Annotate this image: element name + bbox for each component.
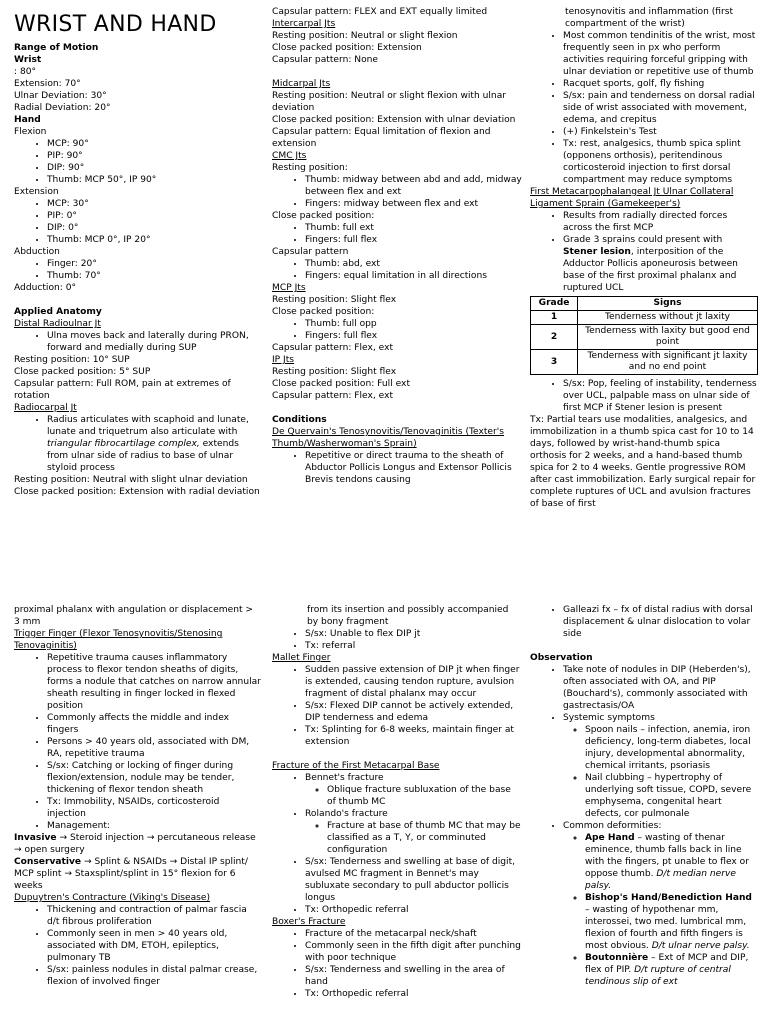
deformities-sub <box>563 832 758 988</box>
table-header: Signs <box>578 297 758 311</box>
list-item: • S/sx: Tenderness and swelling at base of digit, avulsed MC fragment in Bennet's may subluxate secondary to pull abductor pollicis longus <box>305 856 522 904</box>
list-item <box>47 414 261 474</box>
invasive-label: Invasive <box>14 833 57 843</box>
ip-line: Capsular pattern: Flex, ext <box>272 391 394 401</box>
list-item: • S/sx: Unable to flex DIP jt <box>305 628 522 640</box>
ip-line: Resting position: Slight flex <box>272 367 397 377</box>
list-item: ◦ Nail clubbing – hypertrophy of underlying soft tissue, COPD, severe emphysema, congenital heart defects, cor pulmonale <box>585 772 758 820</box>
bennett-sub <box>305 784 522 808</box>
ic-line: Close packed position: Extension <box>272 43 422 53</box>
list-item: ◦ Spoon nails – infection, anemia, iron deficiency, long-term diabetes, local injury, developmental abnormality, chemical irritants, psoriasis <box>585 724 758 772</box>
rc-line: Resting position: Neutral with slight ulnar deviation <box>14 475 248 485</box>
list-item: • Tx: Orthopedic referral <box>305 988 522 1000</box>
ucl-text-end: , interposition of the Adductor Pollicis aponeurosis between base of the first proximal phalanx and ruptured UCL <box>563 247 738 293</box>
list-item: • Sudden passive extension of DIP jt when finger is extended, causing tendon rupture, avulsion fragment of distal phalanx may occur <box>305 664 522 700</box>
list-item: • Tx: referral <box>305 640 522 652</box>
hand-label: Hand <box>14 115 41 125</box>
list-item: • Galleazi fx – fx of distal radius with dorsal displacement & ulnar dislocation to volar side <box>563 604 758 640</box>
flexion-label: Flexion <box>14 127 47 137</box>
ic-line: Capsular pattern: None <box>272 55 379 65</box>
bf-list <box>272 928 522 1000</box>
mf-title: Mallet Finger <box>272 653 331 663</box>
column-top-left <box>14 6 261 578</box>
bishop-hand: Bishop's Hand/Benediction Hand <box>585 893 752 903</box>
ic-title: Intercarpal Jts <box>272 19 336 29</box>
dq-text: Repetitive or direct trauma to the sheath of <box>305 451 504 461</box>
list-item: • PIP: 0° <box>47 210 261 222</box>
systemic-sub <box>563 724 758 820</box>
extension-list <box>14 198 261 246</box>
list-item: • S/sx: pain and tenderness on dorsal radial side of wrist associated with movement, edema, and crepitus <box>563 90 758 126</box>
wrist-rom-line: Extension: 70° <box>14 79 81 89</box>
stener-lesion: Stener lesion <box>563 247 631 257</box>
list-item <box>585 952 758 988</box>
table-header: Grade <box>531 297 578 311</box>
cmc-close: Close packed position: <box>272 211 375 221</box>
bennett-label: Bennet's fracture <box>305 773 384 783</box>
boutonniere: Boutonnière <box>585 953 649 963</box>
list-item: • Thumb: full ext <box>305 222 522 234</box>
wrist-rom-line: : 80° <box>14 67 37 77</box>
rom-heading: Range of Motion <box>14 43 99 53</box>
dq-cont: Abductor Pollicis Longus and Extensor Pollicis Brevis tendons causing <box>305 463 512 485</box>
column-bottom-left <box>14 604 261 1024</box>
list-item: • Commonly affects the middle and index fingers <box>47 712 261 736</box>
list-item: • Tx: Orthopedic referral <box>305 904 522 916</box>
list-item: • Thumb: full opp <box>305 318 522 330</box>
list-item <box>563 820 758 988</box>
ape-hand: Ape Hand <box>585 833 635 843</box>
bishop-cause: D/t ulnar nerve palsy. <box>651 941 750 951</box>
drj-line: Close packed position: 5° SUP <box>14 367 151 377</box>
bout-cause: D/t rupture of central tendinous slip of ext <box>585 965 731 987</box>
list-item: • Commonly seen in the fifth digit after punching with poor technique <box>305 940 522 964</box>
ucl-cont: proximal phalanx with angulation or displacement > 3 mm <box>14 605 254 627</box>
list-item: • Thumb: abd, ext <box>305 258 522 270</box>
cont-list <box>272 628 522 652</box>
extension-label: Extension <box>14 187 59 197</box>
conservative-label: Conservative <box>14 857 82 867</box>
mcp-close-list <box>272 318 522 342</box>
dq-list <box>272 450 522 462</box>
list-item: • DIP: 90° <box>47 162 261 174</box>
bout-text: – Ext of MCP and DIP, flex of PIP. <box>585 953 749 975</box>
list-item: • Tx: rest, analgesics, thumb spica splint (opponens orthosis), peritendinous corticosteroid injection to first dorsal compartment may reduce symptoms <box>563 138 758 186</box>
list-item: • Management: <box>47 820 261 832</box>
ucl-text: Grade 3 sprains could present with <box>563 235 723 245</box>
list-item <box>585 832 758 892</box>
table-row <box>531 311 758 325</box>
list-item: • S/sx: Tenderness and swelling in the area of hand <box>305 964 522 988</box>
cmc-cap: Capsular pattern <box>272 247 349 257</box>
rolando-label: Rolando's fracture <box>305 809 388 819</box>
list-item: • Racquet sports, golf, fly fishing <box>563 78 758 90</box>
abduction-list <box>14 258 261 282</box>
bf-title: Boxer's Fracture <box>272 917 346 927</box>
list-item: • (+) Finkelstein's Test <box>563 126 758 138</box>
list-item: • Tx: Immobility, NSAIDs, corticosteroid injection <box>47 796 261 820</box>
deformities-label: Common deformities: <box>563 821 662 831</box>
galeazzi-list <box>530 604 758 640</box>
list-item <box>305 450 522 462</box>
list-item <box>585 892 758 952</box>
tf-title: Trigger Finger (Flexor Tenosynovitis/Stenosing Tenovaginitis) <box>14 629 223 651</box>
column-top-right <box>530 6 758 578</box>
list-item: • Ulna moves back and laterally during PRON, forward and medially during SUP <box>47 330 261 354</box>
mc-title: Midcarpal Jts <box>272 79 331 89</box>
rc-title: Radiocarpal Jt <box>14 403 77 413</box>
rolando-sub <box>305 820 522 856</box>
list-item: • Thumb: midway between abd and add, midway between flex and ext <box>305 174 522 198</box>
ip-title: IP Jts <box>272 355 295 365</box>
wrist-rom-line: Radial Deviation: 20° <box>14 103 111 113</box>
column-bottom-right <box>530 604 758 1024</box>
ucl-title: First Metacarpophalangeal Jt Ulnar Collateral Ligament Sprain (Gamekeeper's) <box>530 187 734 209</box>
conservative-line <box>14 856 261 892</box>
column-bottom-middle <box>272 604 522 1024</box>
list-item: • Persons > 40 years old, associated with DM, RA, repetitive trauma <box>47 736 261 760</box>
drj-line: Capsular pattern: Full ROM, pain at extremes of rotation <box>14 379 231 401</box>
cont-text: from its insertion and possibly accompanied by bony fragment <box>307 605 509 627</box>
mc-line: Close packed position: Extension with ulnar deviation <box>272 115 516 125</box>
ic-line: Resting position: Neutral or slight flexion <box>272 31 458 41</box>
dc-title: Dupuytren's Contracture (Viking's Disease) <box>14 893 211 903</box>
anatomy-heading: Applied Anatomy <box>14 307 102 317</box>
mf-list <box>272 664 522 748</box>
systemic-label: Systemic symptoms <box>563 713 655 723</box>
list-item: • Repetitive trauma causes inflammatory process to flexor tendon sheaths of digits, forms a nodule that catches on narrow annular sheath resulting in finger locked in flexed position <box>47 652 261 712</box>
list-item: ◦ Fracture at base of thumb MC that may be classified as a T, Y, or comminuted configuration <box>327 820 522 856</box>
table-header-row <box>531 297 758 311</box>
list-item: • DIP: 0° <box>47 222 261 234</box>
cmc-title: CMC Jts <box>272 151 307 161</box>
conservative-text: → Splint & NSAIDs → Distal IP splint/ MCP splint → Staxsplint/splint in 15° flexion for 6 weeks <box>14 857 248 891</box>
list-item: • MCP: 30° <box>47 198 261 210</box>
ucl-sx-list <box>530 378 758 414</box>
list-item <box>563 234 758 294</box>
cmc-close-list <box>272 222 522 246</box>
ucl-tx: Tx: Partial tears use modalities, analgesics, and immobilization in a thumb spica cast for 10 to 14 days, followed by wrist-hand-thumb spica orthosis for 2 weeks, and a hand-based thumb spica for 2 to 4 weeks. Gentle progressive ROM after cast immobilization. Early surgical repair for complete ruptures of UCL and avulsion fractures of base of first <box>530 415 756 509</box>
signs-cell: Tenderness with laxity but good end point <box>578 325 758 350</box>
list-item: • Take note of nodules in DIP (Heberden's), often associated with OA, and PIP (Bouchard's), commonly associated with gastrectasis/OA <box>563 664 758 712</box>
list-item: • Fingers: equal limitation in all directions <box>305 270 522 282</box>
dc-list <box>14 904 261 988</box>
signs-cell: Tenderness with significant jt laxity and no end point <box>578 350 758 375</box>
cmc-rest: Resting position: <box>272 163 348 173</box>
list-item <box>305 808 522 856</box>
grade-cell: 2 <box>531 325 578 350</box>
abduction-label: Abduction <box>14 247 60 257</box>
list-item: • Most common tendinitis of the wrist, most frequently seen in px who perform activities requiring forceful gripping with ulnar deviation or repetitive use of thumb <box>563 30 758 78</box>
table-row <box>531 350 758 375</box>
bishop-text: – wasting of hypothenar mm, interossei, two med. lumbrical mm, flexion of fourth and fifth fingers is most obvious. <box>585 905 747 951</box>
ape-text: – wasting of thenar eminence, thumb falls back in line with the fingers, pt unable to flex or oppose thumb. <box>585 833 749 879</box>
list-item: • Thumb: MCP 0°, IP 20° <box>47 234 261 246</box>
table-row <box>531 325 758 350</box>
page-title: WRIST AND HAND <box>14 12 217 37</box>
fm-list <box>272 772 522 916</box>
mcp-rest: Resting position: Slight flex <box>272 295 397 305</box>
wrist-label: Wrist <box>14 55 42 65</box>
tf-list <box>14 652 261 832</box>
list-item: • S/sx: Flexed DIP cannot be actively extended, DIP tenderness and edema <box>305 700 522 724</box>
adduction-line: Adduction: 0° <box>14 283 77 293</box>
invasive-text: → Steroid injection → percutaneous release → open surgery <box>14 833 256 855</box>
conditions-heading: Conditions <box>272 415 327 425</box>
drj-title: Distal Radioulnar Jt <box>14 319 101 329</box>
rc-text: Radius articulates with scaphoid and lunate, lunate and triquetrum also articulate with <box>47 415 249 437</box>
list-item: • Commonly seen in men > 40 years old, associated with DM, ETOH, epileptics, pulmonary TB <box>47 928 261 964</box>
cmc-cap-list <box>272 258 522 282</box>
list-item: • S/sx: Pop, feeling of instability, tenderness over UCL, palpable mass on ulnar side of first MCP if Stener lesion is present <box>563 378 758 414</box>
ape-cause: D/t median nerve palsy. <box>585 869 736 891</box>
grade-cell: 3 <box>531 350 578 375</box>
column-top-middle <box>272 6 522 578</box>
mcp-title: MCP Jts <box>272 283 306 293</box>
list-item <box>563 712 758 820</box>
ip-line: Close packed position: Full ext <box>272 379 411 389</box>
signs-cell: Tenderness without jt laxity <box>578 311 758 325</box>
observation-list <box>530 664 758 988</box>
mcp-cap: Capsular pattern: Flex, ext <box>272 343 394 353</box>
list-item: • S/sx: painless nodules in distal palmar crease, flexion of involved finger <box>47 964 261 988</box>
mc-line: Capsular pattern: Equal limitation of flexion and extension <box>272 127 491 149</box>
list-item: • PIP: 90° <box>47 150 261 162</box>
fm-title: Fracture of the First Metacarpal Base <box>272 761 440 771</box>
cmc-rest-list <box>272 174 522 210</box>
rc-line: Close packed position: Extension with radial deviation <box>14 487 260 497</box>
list-item: • MCP: 90° <box>47 138 261 150</box>
dq-title: De Quervain's Tenosynovitis/Tenovaginitis (Texter's Thumb/Washerwoman's Sprain) <box>272 427 504 449</box>
wrist-rom-line: Ulnar Deviation: 30° <box>14 91 107 101</box>
dq-cont-text: tenosynovitis and inflammation (first compartment of the wrist) <box>565 7 734 29</box>
mcp-close: Close packed position: <box>272 307 375 317</box>
flexion-list <box>14 138 261 186</box>
list-item: • Tx: Splinting for 6-8 weeks, maintain finger at extension <box>305 724 522 748</box>
list-item: • Fingers: midway between flex and ext <box>305 198 522 210</box>
grade-table <box>530 296 758 375</box>
list-item: ◦ Oblique fracture subluxation of the base of thumb MC <box>327 784 522 808</box>
list-item: • Fingers: full flex <box>305 330 522 342</box>
list-item: • S/sx: Catching or locking of finger during flexion/extension, nodule may be tender, thickening of flexor tendon sheath <box>47 760 261 796</box>
list-item: • Results from radially directed forces across the first MCP <box>563 210 758 234</box>
mc-line: Resting position: Neutral or slight flexion with ulnar deviation <box>272 91 507 113</box>
list-item: • Thumb: 70° <box>47 270 261 282</box>
list-item: • Thickening and contraction of palmar fascia d/t fibrous proliferation <box>47 904 261 928</box>
dq-bullets <box>530 30 758 186</box>
list-item <box>305 772 522 808</box>
list-item: • Finger: 20° <box>47 258 261 270</box>
drj-list <box>14 330 261 354</box>
grade-cell: 1 <box>531 311 578 325</box>
invasive-line <box>14 832 261 856</box>
rc-capsular: Capsular pattern: FLEX and EXT equally limited <box>272 7 488 17</box>
list-item: • Fingers: full flex <box>305 234 522 246</box>
rc-italic: triangular fibrocartilage complex, <box>47 439 200 449</box>
list-item: • Thumb: MCP 50°, IP 90° <box>47 174 261 186</box>
rc-list <box>14 414 261 474</box>
observation-heading: Observation <box>530 653 593 663</box>
ucl-list <box>530 210 758 294</box>
drj-line: Resting position: 10° SUP <box>14 355 130 365</box>
rc-text-end: extends from ulnar side of radius to base of ulnar styloid process <box>47 439 239 473</box>
list-item: • Fracture of the metacarpal neck/shaft <box>305 928 522 940</box>
